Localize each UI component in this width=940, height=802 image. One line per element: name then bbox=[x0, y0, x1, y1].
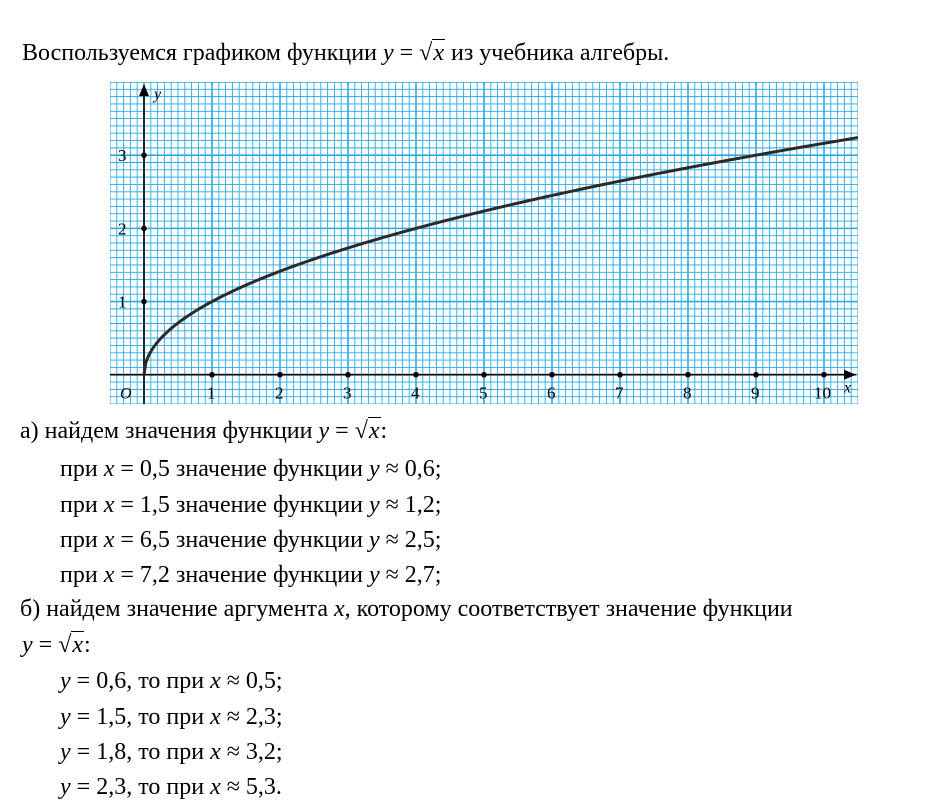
part-a-heading bbox=[20, 416, 387, 446]
item-var2: y bbox=[368, 562, 380, 588]
item-var2: x bbox=[210, 739, 221, 765]
item-result: ≈ 5,3. bbox=[220, 774, 282, 800]
formula-eq: = bbox=[329, 418, 355, 444]
item-mid: = 1,8, то при bbox=[70, 739, 211, 765]
x-tick-label: 6 bbox=[547, 383, 556, 403]
x-tick-label: 4 bbox=[411, 383, 420, 403]
y-tick-label: 3 bbox=[118, 146, 127, 166]
x-tick-label: 10 bbox=[814, 383, 831, 403]
item-result: ≈ 2,3; bbox=[220, 704, 283, 730]
intro-line bbox=[22, 38, 669, 68]
item-var2: y bbox=[368, 456, 380, 482]
item-prefix: при bbox=[60, 562, 104, 588]
part-b-heading bbox=[20, 594, 793, 624]
item-mid: = 2,3, то при bbox=[70, 774, 211, 800]
item-prefix: при bbox=[60, 456, 104, 482]
x-tick-label: 2 bbox=[275, 383, 284, 403]
item-var: x bbox=[103, 456, 115, 482]
item-result: ≈ 1,2; bbox=[379, 492, 442, 518]
item-var2: x bbox=[210, 668, 221, 694]
y-tick-dot bbox=[141, 152, 147, 158]
x-tick-label: 8 bbox=[683, 383, 692, 403]
x-tick-dot bbox=[549, 372, 555, 378]
part-b-formula-line bbox=[22, 630, 91, 660]
x-tick-dot bbox=[277, 372, 283, 378]
part-b-heading-after: , которому соответствует значение функции bbox=[344, 596, 793, 622]
item-result: ≈ 2,5; bbox=[379, 527, 442, 553]
item-result: ≈ 3,2; bbox=[220, 739, 283, 765]
item-var: y bbox=[60, 704, 71, 730]
x-tick-label: 5 bbox=[479, 383, 488, 403]
x-tick-dot bbox=[753, 372, 759, 378]
x-tick-dot bbox=[481, 372, 487, 378]
part-b-item bbox=[60, 772, 282, 802]
item-var2: x bbox=[210, 774, 221, 800]
part-a-item bbox=[60, 525, 441, 555]
intro-formula bbox=[383, 39, 451, 66]
x-tick-label: 3 bbox=[343, 383, 352, 403]
part-b-heading-before: б) найдем значение аргумента bbox=[20, 596, 334, 622]
item-var: x bbox=[103, 527, 115, 553]
item-var2: x bbox=[210, 704, 221, 730]
x-tick-label: 9 bbox=[751, 383, 760, 403]
part-a-formula bbox=[319, 417, 381, 444]
sqrt-function-graph bbox=[110, 82, 858, 404]
origin-label: O bbox=[120, 385, 132, 403]
x-tick-dot bbox=[345, 372, 351, 378]
part-b-formula bbox=[22, 631, 84, 658]
part-a-item bbox=[60, 560, 441, 590]
y-tick-dot bbox=[141, 299, 147, 305]
x-tick-dot bbox=[685, 372, 691, 378]
formula-radicand: x bbox=[72, 632, 84, 658]
x-tick-dot bbox=[413, 372, 419, 378]
item-prefix: при bbox=[60, 527, 104, 553]
formula-eq: = bbox=[32, 632, 59, 658]
part-b-item bbox=[60, 666, 283, 696]
formula-lhs: y bbox=[318, 418, 330, 444]
item-mid: = 7,2 значение функции bbox=[114, 562, 369, 588]
formula-eq: = bbox=[393, 40, 420, 66]
part-a-heading-text: а) найдем значения функции bbox=[20, 418, 313, 444]
x-axis-name: x bbox=[844, 379, 852, 397]
item-var: y bbox=[60, 668, 71, 694]
sqrt-sign: √ bbox=[419, 40, 433, 66]
item-var2: y bbox=[368, 492, 380, 518]
y-tick-dot bbox=[141, 226, 147, 232]
intro-text-after: из учебника алгебры. bbox=[450, 40, 670, 66]
y-tick-label: 1 bbox=[118, 292, 127, 312]
formula-lhs: y bbox=[382, 40, 394, 66]
item-mid: = 1,5 значение функции bbox=[114, 492, 369, 518]
sqrt-sign: √ bbox=[354, 418, 368, 444]
colon: : bbox=[380, 418, 388, 444]
graph-svg bbox=[110, 82, 858, 404]
item-mid: = 1,5, то при bbox=[70, 704, 211, 730]
item-var: y bbox=[60, 774, 71, 800]
item-result: ≈ 0,6; bbox=[379, 456, 442, 482]
item-mid: = 0,6, то при bbox=[70, 668, 211, 694]
part-b-item bbox=[60, 702, 283, 732]
formula-radicand: x bbox=[368, 418, 380, 444]
x-tick-label: 1 bbox=[207, 383, 216, 403]
part-a-item bbox=[60, 490, 441, 520]
item-result: ≈ 2,7; bbox=[379, 562, 442, 588]
x-tick-label: 7 bbox=[615, 383, 624, 403]
item-result: ≈ 0,5; bbox=[220, 668, 283, 694]
intro-text-before: Воспользуемся графиком функции bbox=[22, 40, 377, 66]
item-prefix: при bbox=[60, 492, 104, 518]
formula-lhs: y bbox=[22, 632, 33, 658]
item-var: x bbox=[103, 492, 115, 518]
x-tick-dot bbox=[821, 372, 827, 378]
part-b-item bbox=[60, 737, 283, 767]
item-mid: = 6,5 значение функции bbox=[114, 527, 369, 553]
x-tick-dot bbox=[209, 372, 215, 378]
part-a-item bbox=[60, 454, 441, 484]
item-var: x bbox=[103, 562, 115, 588]
item-var2: y bbox=[368, 527, 380, 553]
y-tick-label: 2 bbox=[118, 219, 127, 239]
formula-radicand: x bbox=[433, 40, 444, 66]
item-mid: = 0,5 значение функции bbox=[114, 456, 369, 482]
x-tick-dot bbox=[617, 372, 623, 378]
y-axis-name: y bbox=[154, 86, 162, 103]
sqrt-sign: √ bbox=[58, 632, 72, 658]
item-var: y bbox=[60, 739, 71, 765]
part-b-heading-var: x bbox=[333, 596, 345, 622]
colon: : bbox=[84, 632, 91, 658]
